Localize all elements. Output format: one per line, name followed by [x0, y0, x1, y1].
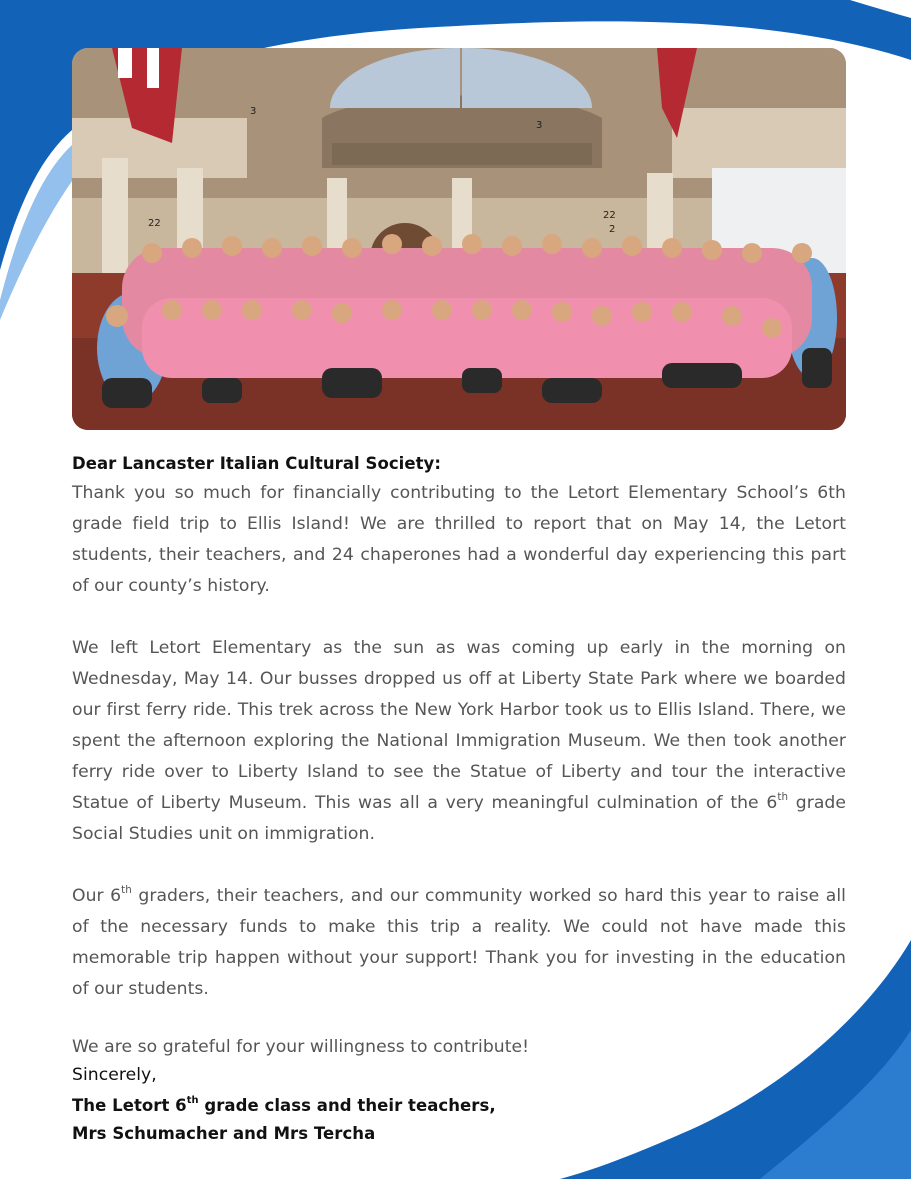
signature-class-text-end: grade class and their teachers,	[198, 1096, 496, 1115]
paragraph3-superscript: th	[121, 883, 132, 896]
group-photo-icon	[72, 48, 846, 430]
letter-body	[72, 450, 846, 1148]
photo-sign-1: 3	[250, 106, 257, 117]
photo-sign-2: 3	[536, 120, 543, 131]
paragraph2-superscript: th	[777, 790, 789, 803]
photo-sign-5: 2	[609, 224, 616, 235]
paragraph-trip-details	[72, 633, 846, 850]
signature-superscript: th	[186, 1095, 199, 1107]
paragraph2-text: We left Letort Elementary as the sun as was coming up early in the morning on Wednesday, May 14. Our busses dropped us off at Liberty State Park where we boarded our first ferry ride. This trek across the New York Harbor took us to Ellis Island. There, we spent the afternoon exploring the National Immigration Museum. We then took another ferry ride over to Liberty Island to see the Statue of Liberty and tour the interactive Statue of Liberty Museum. This was all a very meaningful culmination of the 6	[72, 638, 846, 813]
paragraph2-text-end: grade Social Studies unit on immigration.	[72, 793, 846, 844]
paragraph3-text-end: graders, their teachers, and our community worked so hard this year to raise all of the necessary funds to make this trip a reality. We could not have made this memorable trip happen without your support! Thank you for investing in the education of our students.	[72, 886, 846, 999]
signature-class-text: The Letort 6	[72, 1096, 187, 1115]
signature-teachers: Mrs Schumacher and Mrs Tercha	[72, 1124, 376, 1143]
photo-sign-3: 22	[148, 218, 161, 229]
paragraph-fundraising	[72, 881, 846, 1005]
closing-block	[72, 1033, 846, 1148]
closing-line: We are so grateful for your willingness to contribute!	[72, 1037, 530, 1057]
sincerely: Sincerely,	[72, 1065, 157, 1085]
paragraph3-text: Our 6	[72, 886, 122, 906]
paragraph-thank-you: Thank you so much for financially contributing to the Letort Elementary School’s 6th grade field trip to Ellis Island! We are thrilled to report that on May 14, the Letort students, their teachers, and 24 chaperones had a wonderful day experiencing this part of our county’s history.	[72, 483, 846, 596]
photo-sign-4: 22	[603, 210, 616, 221]
signature-class	[72, 1092, 846, 1120]
salutation: Dear Lancaster Italian Cultural Society:	[72, 454, 441, 473]
group-photo	[72, 48, 846, 430]
